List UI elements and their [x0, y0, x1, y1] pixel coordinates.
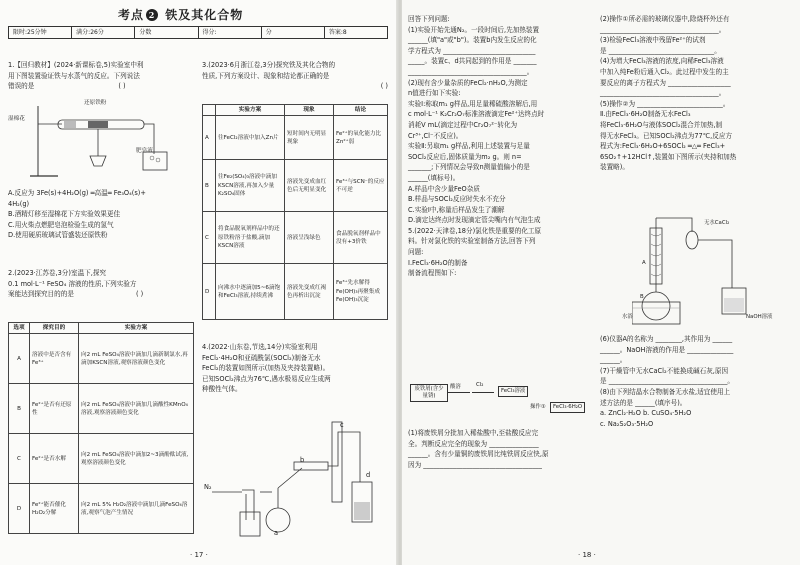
- text-line: 消耗V mL(滴定过程中Cr₂O₇²⁻转化为: [408, 120, 518, 129]
- text-line: ____________________________________。: [600, 89, 726, 98]
- q3-table-row: [203, 264, 388, 320]
- text-line: 得无水FeCl₃。已知SOCl₂沸点为77℃,反应方: [600, 131, 733, 140]
- info-time-limit: 限时:25分钟: [9, 27, 72, 38]
- page-number-left: · 17 ·: [190, 551, 208, 559]
- option-line: C.实验Ⅰ中,称量后样品发生了潮解: [408, 205, 505, 214]
- q2-table-header: [9, 323, 194, 334]
- label-a-condenser: A: [642, 260, 646, 266]
- q3-cell: B: [203, 160, 216, 212]
- text-line: (3)检验FeCl₃溶液中残留Fe²⁺的试剂: [600, 36, 706, 45]
- q4-line: 已知SOCl₂沸点为76℃,遇水极易反应生成两: [202, 374, 331, 383]
- q2-line: 案能达到探究目的的是: [8, 290, 74, 299]
- text-line: 要反应的离子方程式为 ___________________: [600, 78, 731, 87]
- q1-option-a-cont: 4H₂(g): [8, 199, 30, 208]
- text-line: (1)实验开始先通N₂。一段时间后,先加热装置: [408, 25, 540, 34]
- text-line: Ⅰ.FeCl₃·6H₂O的制备: [408, 258, 468, 267]
- q3-table-header: [203, 105, 388, 116]
- q2-cell: 向2 mL FeSO₄溶液中滴加2~3滴酚酞试液,观察溶液颜色变化: [79, 434, 194, 484]
- q3-cell: A: [203, 116, 216, 160]
- q4-continued: [408, 14, 594, 279]
- text-line: 述方法的是 ______(填序号)。: [600, 398, 687, 407]
- q3-answer-bracket: ( ): [380, 82, 388, 91]
- text-line: 实验Ⅱ:另取m₁ g样品,利用上述装置与足量: [408, 142, 530, 151]
- option-line: D.滴定达终点时发现滴定管尖嘴内有气泡生成: [408, 216, 541, 225]
- text-line: 因为 ____________________________________: [408, 460, 542, 469]
- flow-acid-dissolve: 酸溶: [450, 384, 461, 390]
- option-line: a. ZnCl₂·H₂O b. CuSO₄·5H₂O: [600, 409, 692, 418]
- section-title: [118, 6, 243, 23]
- q2-line: 0.1 mol·L⁻¹ FeSO₄ 溶液的性质,下列实验方: [8, 279, 137, 288]
- q1-stem: [8, 60, 196, 92]
- text-line: c mol·L⁻¹ K₂Cr₂O₇标准溶液滴定Fe²⁺达终点时: [408, 110, 545, 119]
- q3-col-label: [203, 105, 216, 116]
- q2-cell: D: [9, 484, 30, 534]
- text-line: 是 ____________________________________。: [600, 377, 734, 386]
- q4-line: FeCl₂·4H₂O和亚硫酰氯(SOCl₂)制备无水: [202, 353, 321, 362]
- text-line: (2)操作①所必需的玻璃仪器中,除烧杯外还有: [600, 15, 730, 23]
- flow-fecl3-solution: FeCl₃溶液: [498, 386, 528, 397]
- q3-table-row: [203, 160, 388, 212]
- text-line: 回答下列问题:: [408, 15, 450, 23]
- q1-answer-bracket: ( ): [118, 82, 126, 91]
- text-line: (6)仪器A的名称为 ________,其作用为 ______: [600, 335, 733, 343]
- text-line: (2)现有含少量杂质的FeCl₂·nH₂O,为测定: [408, 78, 528, 87]
- text-line: _______;下列情况会导致n测量值偏小的是: [408, 163, 530, 172]
- title-text: 铁及其化合物: [165, 8, 244, 22]
- q1-iron-steam-apparatus: [28, 96, 178, 182]
- text-line: (4)为增大FeCl₃溶液的浓度,向稀FeCl₃溶液: [600, 57, 724, 66]
- q4-line: 4.(2022·山东卷,节选,14分)实验室利用: [202, 343, 318, 351]
- flow-operation-1: 操作①: [530, 404, 546, 410]
- q5-part1: [408, 428, 594, 470]
- q2-cell: 向2 mL FeSO₄溶液中滴加几滴新制氯水,再滴加KSCN溶液,观察溶液颜色变化: [79, 334, 194, 384]
- info-full-score: 满分:26分: [72, 27, 135, 38]
- text-line: 制备流程图如下:: [408, 269, 457, 278]
- q3-line: 性质,下列方案设计、现象和结论都正确的是: [202, 71, 330, 80]
- q2-cell: C: [9, 434, 30, 484]
- q3-cell: 溶液呈浅绿色: [285, 212, 334, 264]
- text-line: (8)由下列结晶水合物制备无水盐,适宜使用上: [600, 387, 731, 396]
- q1-line: 错误的是: [8, 82, 35, 91]
- q3-cell: 短时间内无明显现象: [285, 116, 334, 160]
- text-line: 实验Ⅰ:称取m₁ g样品,用足量稀硫酸溶解后,用: [408, 99, 538, 108]
- flow-cl2: Cl₂: [476, 382, 484, 388]
- label-b-flask: B: [640, 294, 644, 300]
- label-c: c: [340, 421, 344, 429]
- label-n2: N₂: [204, 483, 212, 491]
- text-line: (5)操作②为 __________________________。: [600, 99, 730, 108]
- text-line: Ⅱ.由FeCl₃·6H₂O制备无水FeCl₃: [600, 110, 691, 119]
- option-line: A.样品中含少量FeO杂质: [408, 184, 480, 193]
- text-line: n值进行如下实验:: [408, 89, 461, 98]
- q5-part6-8: [600, 334, 792, 429]
- q2-cell: 向2 mL 5% H₂O₂溶液中滴加几滴FeSO₄溶液,观察气泡产生情况: [79, 484, 194, 534]
- q2-table-row: [9, 384, 194, 434]
- flow-fecl3-hydrate: FeCl₃·6H₂O: [550, 402, 585, 413]
- text-line: 是 ________________________________。: [600, 46, 721, 55]
- q3-cell: Fe²⁺的氧化能力比Zn²⁺弱: [334, 116, 388, 160]
- q3-cell: 食品脱氧剂样品中没有+3价铁: [334, 212, 388, 264]
- q2-cell: Fe²⁺是否有还原性: [30, 384, 79, 434]
- q3-cell: Fe³⁺先水解得Fe(OH)₃再聚集成Fe(OH)₃沉淀: [334, 264, 388, 320]
- text-line: 学方程式为 ____________________________: [408, 46, 536, 55]
- q3-table: [202, 104, 388, 320]
- label-anhydrous-cacl2: 无水CaCl₂: [704, 220, 730, 226]
- flow-waste-iron: 废铁屑(含少量锈): [410, 384, 448, 402]
- q4-socl2-apparatus: [212, 412, 388, 540]
- text-line: 装置略)。: [600, 163, 629, 172]
- q2-answer-bracket: ( ): [135, 290, 144, 299]
- text-line: 中加入纯Fe粉后通入Cl₂。此过程中发生的主: [600, 67, 729, 76]
- title-prefix: 考点: [118, 8, 145, 22]
- q5-reflux-apparatus: [632, 208, 772, 326]
- text-line: ____________________________________。: [600, 25, 726, 34]
- text-line: 全。判断反应完全的现象为 _______________: [408, 439, 539, 448]
- text-line: ______(填标号)。: [408, 173, 460, 182]
- q2-cell: A: [9, 334, 30, 384]
- text-line: 6SO₂↑+12HCl↑,装置如下图所示(夹持和加热: [600, 152, 737, 161]
- q3-cell: 溶液先变成红褐色再析出沉淀: [285, 264, 334, 320]
- q3-col-scheme: 实验方案: [216, 105, 285, 116]
- text-line: SOCl₂反应后,固体质量为m₂ g。则 n=: [408, 152, 522, 161]
- page-number-right: · 18 ·: [578, 551, 596, 559]
- label-a: a: [274, 529, 279, 537]
- q3-cell: 将食品脱氧剂样品中的还原铁粉溶于盐酸,滴加KSCN溶液: [216, 212, 285, 264]
- q3-line: 3.(2023·6月浙江卷,3分)探究铁及其化合物的: [202, 61, 336, 69]
- flowchart: [410, 380, 596, 416]
- text-line: ______。NaOH溶液的作用是 ______________: [600, 345, 734, 354]
- q3-col-conclusion: 结论: [334, 105, 388, 116]
- q3-stem: [202, 60, 388, 92]
- text-line: ______(填"a"或"b")。装置b内发生反应的化: [408, 36, 537, 45]
- q2-table-row: [9, 334, 194, 384]
- text-line: (7)干燥管中无水CaCl₂不能换成碱石灰,原因: [600, 366, 729, 375]
- q2-cell: B: [9, 384, 30, 434]
- score-info-bar: [8, 26, 388, 39]
- option-line: B.样品与SOCl₂反应时失水不充分: [408, 195, 506, 204]
- q1-line: 1.【回归教材】(2024·新课标卷,5)实验室中利: [8, 61, 144, 69]
- label-naoh-solution: NaOH溶液: [746, 314, 773, 320]
- q3-cell: 往Fe₂(SO₄)₃溶液中滴加KSCN溶液,再加入少量K₂SO₄固体: [216, 160, 285, 212]
- label-reduced-iron: 还原铁粉: [84, 100, 107, 106]
- q3-cell: D: [203, 264, 216, 320]
- label-water-bath: 水浴: [622, 314, 633, 320]
- text-line: 料。针对氯化铁的实验室制备方法,回答下列: [408, 237, 536, 246]
- text-line: 将FeCl₃·6H₂O与液体SOCl₂混合并加热,制: [600, 120, 723, 129]
- q3-cell: 溶液先变成血红色后无明显变化: [285, 160, 334, 212]
- text-line: ______。: [600, 356, 627, 365]
- text-line: 5.(2022·天津卷,18分)氯化铁是重要的化工原: [408, 226, 542, 235]
- text-line: (1)将废铁屑分批加入稀盐酸中,至盐酸反应完: [408, 429, 539, 437]
- option-line: c. Na₂S₂O₃·5H₂O: [600, 419, 654, 428]
- info-answer: 答案:8: [328, 29, 347, 36]
- right-page: [402, 0, 800, 565]
- q2-col-scheme: 实验方案: [79, 323, 194, 334]
- label-soap-solution: 肥皂液: [136, 148, 153, 154]
- q2-cell: Fe²⁺是否水解: [30, 434, 79, 484]
- q2-table-row: [9, 484, 194, 534]
- q3-col-phenomenon: 现象: [285, 105, 334, 116]
- text-line: 问题:: [408, 248, 424, 257]
- label-wet-cotton: 湿棉花: [8, 116, 25, 122]
- q2-cell: 溶液中是否含有Fe³⁺: [30, 334, 79, 384]
- text-line: ____________________________________。: [408, 67, 534, 76]
- q2-stem: [8, 268, 196, 300]
- q1-option-b: B.酒精灯移至湿棉花下方实验效果更佳: [8, 210, 121, 219]
- q2-cell: Fe²⁺能否催化H₂O₂分解: [30, 484, 79, 534]
- text-line: 程式为:FeCl₃·6H₂O+6SOCl₂ ═△═ FeCl₃+: [600, 142, 726, 151]
- text-line: ______。含有少量铜的废铁屑比纯铁屑反应快,原: [408, 450, 549, 459]
- title-number-badge: 2: [146, 9, 158, 21]
- q3-cell: 往FeCl₂溶液中加入Zn片: [216, 116, 285, 160]
- q4-line: 种酸性气体。: [202, 385, 242, 394]
- q1-option-d: D.使用硬质玻璃试管盛装还原铁粉: [8, 231, 108, 240]
- q4-line: FeCl₂的装置如图所示(加热及夹持装置略)。: [202, 364, 330, 373]
- q2-cell: 向2 mL FeSO₄溶液中滴加几滴酸性KMnO₄溶液,观察溶液颜色变化: [79, 384, 194, 434]
- left-page: [0, 0, 398, 565]
- q2-table: [8, 322, 194, 534]
- q2-col-purpose: 探究目的: [30, 323, 79, 334]
- q3-table-row: [203, 116, 388, 160]
- q2-table-row: [9, 434, 194, 484]
- q5-column-2: [600, 14, 792, 173]
- label-b: b: [300, 456, 305, 464]
- info-score: 分数: [135, 27, 198, 38]
- label-d: d: [366, 471, 371, 479]
- text-line: Cr³⁺,Cl⁻不反应)。: [408, 131, 463, 140]
- q2-line: 2.(2023·江苏卷,3分)室温下,探究: [8, 269, 107, 277]
- q1-option-c: C.用火柴点燃肥皂泡检验生成的氢气: [8, 220, 114, 229]
- text-line: _____。装置c、d共同起到的作用是 _______: [408, 57, 537, 66]
- q1-options: [8, 188, 196, 241]
- q3-cell: 向沸水中逐滴加5~6滴饱和FeCl₃溶液,持续煮沸: [216, 264, 285, 320]
- info-got-score: 得分:: [199, 27, 262, 38]
- q4-stem: [202, 342, 388, 395]
- q2-col-option: 选项: [9, 323, 30, 334]
- q1-option-a: A.反应为 3Fe(s)+4H₂O(g) ═高温═ Fe₃O₄(s)+: [8, 189, 146, 197]
- q3-table-row: [203, 212, 388, 264]
- info-unit: 分: [262, 27, 325, 38]
- q3-cell: Fe³⁺与SCN⁻的反应不可逆: [334, 160, 388, 212]
- q3-cell: C: [203, 212, 216, 264]
- q1-line: 用下图装置验证铁与水蒸气的反应。下列说法: [8, 71, 140, 80]
